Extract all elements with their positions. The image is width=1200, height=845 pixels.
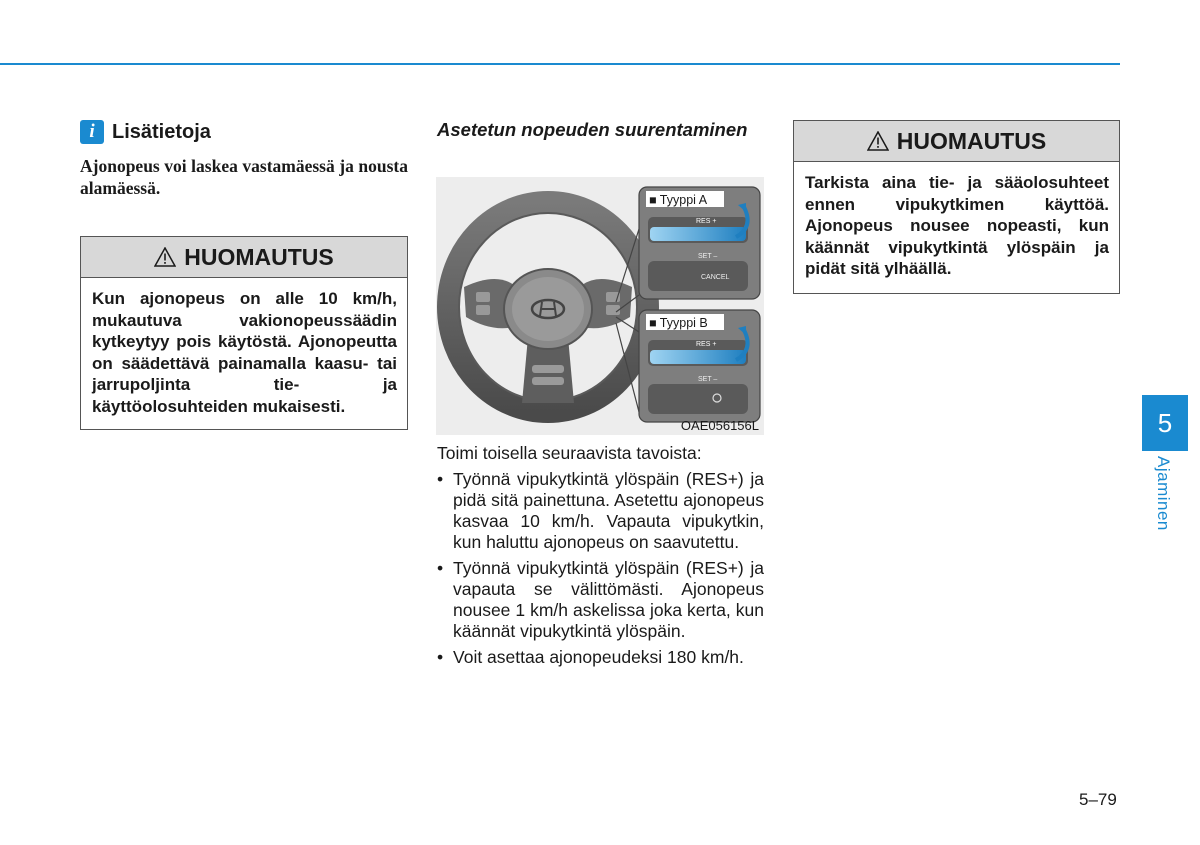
- label-cancel: CANCEL: [701, 274, 730, 281]
- page-number: 5–79: [1079, 790, 1117, 809]
- notice-header: [81, 237, 407, 278]
- info-icon: i: [80, 120, 104, 144]
- info-title: Lisätietoja: [112, 120, 211, 143]
- label-res-a: RES +: [696, 218, 717, 225]
- bullet-item: • Voit asettaa ajonopeudeksi 180 km/h.: [437, 647, 764, 668]
- notice-title: HUOMAUTUS: [184, 243, 334, 270]
- label-set-b: SET –: [698, 376, 718, 383]
- warning-triangle-icon: [867, 131, 889, 151]
- section-title: Asetetun nopeuden suurentaminen: [437, 119, 748, 140]
- info-text: Ajonopeus voi laskea vastamäessä ja nousta alamäessä.: [80, 156, 408, 198]
- intro-text: Toimi toisella seuraavista tavoista:: [437, 443, 702, 463]
- bullet-item: • Työnnä vipukytkintä ylöspäin (RES+) ja pidä sitä painettuna. Asetettu ajonopeus kasvaa 10 km/h. Vapauta vipukytkin, kun haluttu ajonopeus on saavutettu.: [437, 469, 764, 553]
- notice-text: Kun ajonopeus on alle 10 km/h, mukautuva vakionopeussäädin kytkeytyy pois käytöstä. Ajonopeutta on säädettävä painamalla kaasu- tai jarrupoljinta tie- ja käyttöolosuhteiden mukaisesti.: [92, 289, 397, 416]
- info-heading: [80, 120, 211, 144]
- notice-text: Tarkista aina tie- ja sääolosuhteet ennen vipukytkimen käyttöä. Ajonopeus nousee nopeasti, kun käännät vipukytkintä ylöspäin ja pidät sitä ylhäällä.: [805, 173, 1109, 278]
- bullet-item: • Työnnä vipukytkintä ylöspäin (RES+) ja vapauta se välittömästi. Ajonopeus nousee 1 km/h askelissa joka kerta, kun käännät vipukytkintä ylöspäin.: [437, 558, 764, 642]
- label-type-a: ■ Tyyppi A: [649, 193, 708, 207]
- label-res-b: RES +: [696, 341, 717, 348]
- label-type-b: ■ Tyyppi B: [649, 316, 708, 330]
- steering-wheel-figure: [436, 177, 764, 435]
- steering-wheel: [448, 202, 648, 412]
- chapter-label: Ajaminen: [1154, 456, 1173, 531]
- label-set-a: SET –: [698, 253, 718, 260]
- notice-header: [794, 121, 1119, 162]
- bullet-list: [437, 469, 764, 673]
- warning-triangle-icon: [154, 247, 176, 267]
- steering-wheel-illustration: [436, 177, 764, 435]
- notice-box-right: [793, 120, 1120, 294]
- header-rule: [0, 63, 1120, 65]
- notice-title: HUOMAUTUS: [896, 127, 1047, 154]
- notice-box-left: [80, 236, 408, 430]
- chapter-tab: 5: [1142, 395, 1188, 451]
- figure-code: OAE056156L: [680, 418, 759, 433]
